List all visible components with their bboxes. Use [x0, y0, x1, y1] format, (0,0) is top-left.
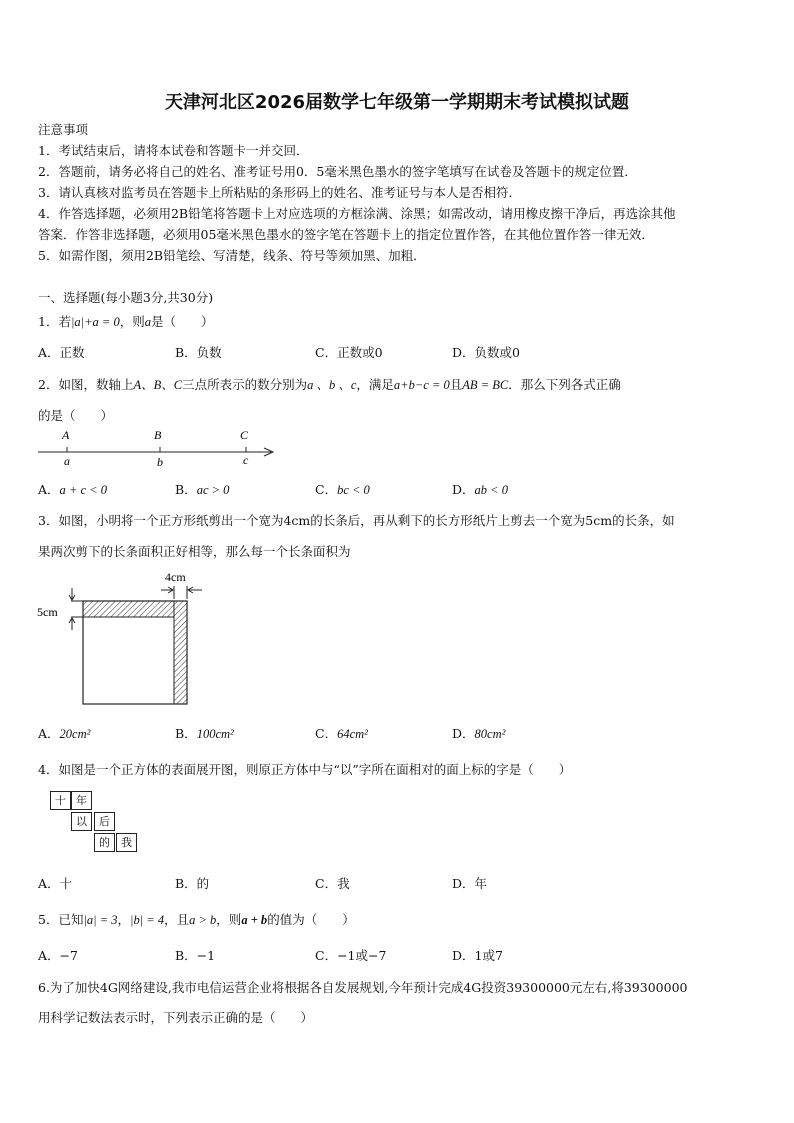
square-cut-figure	[35, 568, 210, 710]
note-item: 4．作答选择题，必须用2B铅笔将答题卡上对应选项的方框涂满、涂黑；如需改动，请用橡皮擦干净后，再选涂其他	[38, 206, 676, 221]
q2-option-a: A．a + c < 0	[38, 482, 107, 497]
q5-option-a: A．−7	[38, 948, 78, 963]
question-2-stem-cont: 的是（ ）	[38, 408, 114, 423]
q1-option-d: D．负数或0	[452, 345, 520, 360]
value-label-a: a	[64, 454, 70, 468]
note-item: 5．如需作图，须用2B铅笔绘、写清楚，线条、符号等须加黑、加粗．	[38, 248, 426, 263]
note-item: 1．考试结束后，请将本试卷和答题卡一并交回．	[38, 143, 309, 158]
q2-option-b: B．ac > 0	[175, 482, 230, 497]
q4-option-d: D．年	[452, 876, 488, 891]
q2-option-d: D．ab < 0	[452, 482, 508, 497]
q5-option-d: D．1或7	[452, 948, 503, 963]
q1-option-b: B．负数	[175, 345, 222, 360]
value-label-c: c	[243, 453, 249, 467]
label-5cm: 5cm	[37, 605, 58, 619]
net-face-yi: 以	[71, 812, 92, 831]
q2-option-c: C．bc < 0	[315, 482, 370, 497]
q5-option-b: B．−1	[175, 948, 216, 963]
cut-strip-4cm	[174, 601, 187, 704]
note-item: 2．答题前，请务必将自己的姓名、准考证号用0．5毫米黑色墨水的签字笔填写在试卷及答题卡的规定位置．	[38, 164, 637, 179]
notes-heading: 注意事项	[38, 122, 89, 137]
cut-strip-5cm	[83, 601, 174, 617]
q1-option-a: A．正数	[38, 345, 85, 360]
q3-option-c: C．64cm²	[315, 726, 368, 741]
label-4cm: 4cm	[165, 570, 186, 584]
question-6-stem: 6.为了加快4G网络建设,我市电信运营企业将根据各自发展规划,今年预计完成4G投资39300000元左右,将39300000	[38, 980, 688, 995]
question-5-stem: 5．已知|a| = 3，|b| = 4，且a > b，则a + b的值为（ ）	[38, 912, 355, 927]
question-6-stem-cont: 用科学记数法表示时，下列表示正确的是（ ）	[38, 1010, 314, 1025]
value-label-b: b	[157, 455, 163, 469]
net-face-wo: 我	[116, 833, 137, 852]
q3-option-d: D．80cm²	[452, 726, 506, 741]
q4-option-b: B．的	[175, 876, 210, 891]
note-item: 答案．作答非选择题，必须用05毫米黑色墨水的签字笔在答题卡上的指定位置作答，在其他位置作答一律无效．	[38, 227, 654, 242]
question-4-stem: 4．如图是一个正方体的表面展开图，则原正方体中与“以”字所在面相对的面上标的字是（ ）	[38, 762, 572, 777]
page-title: 天津河北区2026届数学七年级第一学期期末考试模拟试题	[164, 92, 630, 113]
note-item: 3．请认真核对监考员在答题卡上所粘贴的条形码上的姓名、准考证号与本人是否相符．	[38, 185, 521, 200]
question-3-stem: 3．如图，小明将一个正方形纸剪出一个宽为4cm的长条后，再从剩下的长方形纸片上剪去一个宽为5cm的长条，如	[38, 513, 675, 528]
q4-option-c: C．我	[315, 876, 350, 891]
point-label-a: A	[62, 428, 70, 442]
q1-math: |a|+a = 0	[70, 315, 120, 329]
point-label-c: C	[240, 428, 249, 442]
q3-option-b: B．100cm²	[175, 726, 234, 741]
question-3-stem-cont: 果两次剪下的长条面积正好相等，那么每一个长条面积为	[38, 544, 351, 559]
section-heading: 一、选择题(每小题3分,共30分)	[38, 290, 214, 305]
q5-option-c: C．−1或−7	[315, 948, 387, 963]
number-line-figure	[35, 426, 280, 472]
question-1-stem: 1．若|a|+a = 0，则a是（ ）	[38, 314, 214, 329]
net-face-hou: 后	[94, 812, 115, 831]
net-face-de: 的	[94, 833, 115, 852]
q1-option-c: C．正数或0	[315, 345, 383, 360]
point-label-b: B	[154, 428, 162, 442]
q4-option-a: A．十	[38, 876, 73, 891]
q3-option-a: A．20cm²	[38, 726, 91, 741]
net-face-nian: 年	[71, 791, 92, 810]
net-face-shi: 十	[50, 791, 71, 810]
question-2-stem: 2．如图，数轴上A、B、C三点所表示的数分别为a 、b 、c，满足a+b−c = 0且AB = BC．那么下列各式正确	[38, 377, 621, 392]
